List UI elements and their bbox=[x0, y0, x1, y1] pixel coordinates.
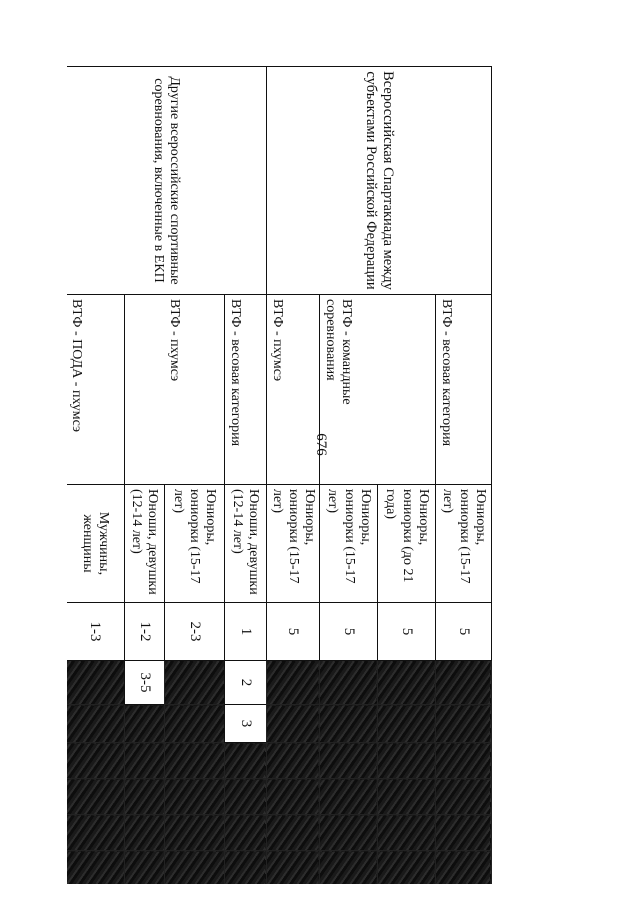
shaded-cell bbox=[224, 851, 266, 885]
shaded-cell bbox=[164, 779, 224, 815]
shaded-cell bbox=[266, 815, 319, 851]
shaded-cell bbox=[124, 743, 164, 779]
shaded-cell bbox=[266, 851, 319, 885]
shaded-cell bbox=[67, 705, 124, 743]
discipline-cell: ВТФ - весовая категория bbox=[224, 295, 266, 485]
age-cell: Юниоры, юниорки (15-17 лет) bbox=[164, 485, 224, 603]
shaded-cell bbox=[124, 815, 164, 851]
place-cell: 5 bbox=[266, 603, 319, 661]
place-cell: 5 bbox=[320, 603, 378, 661]
shaded-cell bbox=[436, 743, 492, 779]
rotated-table-content bbox=[67, 66, 492, 884]
shaded-cell bbox=[67, 851, 124, 885]
shaded-cell bbox=[124, 779, 164, 815]
shaded-cell bbox=[224, 815, 266, 851]
shaded-cell bbox=[378, 705, 436, 743]
shaded-cell bbox=[124, 705, 164, 743]
place-cell-extra: 3-5 bbox=[124, 661, 164, 705]
shaded-cell bbox=[67, 815, 124, 851]
event-cell: Другие всероссийские спортивные соревнования, включенные в ЕКП bbox=[67, 67, 266, 295]
shaded-cell bbox=[224, 743, 266, 779]
place-cell: 1 bbox=[224, 603, 266, 661]
discipline-cell: ВТФ - ПОДА - пхумсэ bbox=[67, 295, 124, 485]
shaded-cell bbox=[436, 815, 492, 851]
shaded-cell bbox=[266, 661, 319, 705]
shaded-cell bbox=[67, 779, 124, 815]
table-row bbox=[224, 67, 266, 885]
page-number-text: 676 bbox=[312, 433, 329, 456]
shaded-cell bbox=[436, 705, 492, 743]
shaded-cell bbox=[436, 779, 492, 815]
shaded-cell bbox=[436, 851, 492, 885]
shaded-cell bbox=[266, 705, 319, 743]
shaded-cell bbox=[378, 851, 436, 885]
place-cell: 1-2 bbox=[124, 603, 164, 661]
discipline-cell: ВТФ - командные соревнования bbox=[320, 295, 436, 485]
place-cell: 5 bbox=[378, 603, 436, 661]
place-cell: 1-3 bbox=[67, 603, 124, 661]
shaded-cell bbox=[164, 705, 224, 743]
shaded-cell bbox=[320, 661, 378, 705]
shaded-cell bbox=[378, 779, 436, 815]
shaded-cell bbox=[320, 779, 378, 815]
table-row bbox=[436, 67, 492, 885]
place-cell-extra: 2 bbox=[224, 661, 266, 705]
event-cell: Всероссийская Спартакиада между субъектами Российской Федерации bbox=[266, 67, 491, 295]
shaded-cell bbox=[164, 851, 224, 885]
discipline-cell: ВТФ - пхумсэ bbox=[266, 295, 319, 485]
shaded-cell bbox=[164, 661, 224, 705]
age-cell: Юниоры, юниорки (15-17 лет) bbox=[320, 485, 378, 603]
shaded-cell bbox=[320, 743, 378, 779]
age-cell: Юниоры, юниорки (15-17 лет) bbox=[266, 485, 319, 603]
shaded-cell bbox=[224, 779, 266, 815]
rotated-table-frame bbox=[67, 66, 492, 884]
discipline-cell: ВТФ - пхумсэ bbox=[124, 295, 224, 485]
shaded-cell bbox=[67, 661, 124, 705]
qualification-table bbox=[67, 66, 492, 884]
shaded-cell bbox=[378, 815, 436, 851]
age-cell: Юниоры, юниорки (до 21 года) bbox=[378, 485, 436, 603]
place-cell: 2-3 bbox=[164, 603, 224, 661]
shaded-cell bbox=[67, 743, 124, 779]
shaded-cell bbox=[266, 779, 319, 815]
place-cell-extra: 3 bbox=[224, 705, 266, 743]
age-cell: Юниоры, юниорки (15-17 лет) bbox=[436, 485, 492, 603]
age-cell: Мужчины, женщины bbox=[67, 485, 124, 603]
age-cell: Юноши, девушки (12-14 лет) bbox=[124, 485, 164, 603]
shaded-cell bbox=[378, 743, 436, 779]
shaded-cell bbox=[436, 661, 492, 705]
shaded-cell bbox=[320, 705, 378, 743]
shaded-cell bbox=[164, 743, 224, 779]
shaded-cell bbox=[124, 851, 164, 885]
place-cell: 5 bbox=[436, 603, 492, 661]
discipline-cell: ВТФ - весовая категория bbox=[436, 295, 492, 485]
shaded-cell bbox=[266, 743, 319, 779]
shaded-cell bbox=[320, 815, 378, 851]
shaded-cell bbox=[164, 815, 224, 851]
shaded-cell bbox=[378, 661, 436, 705]
age-cell: Юноши, девушки (12-14 лет) bbox=[224, 485, 266, 603]
shaded-cell bbox=[320, 851, 378, 885]
